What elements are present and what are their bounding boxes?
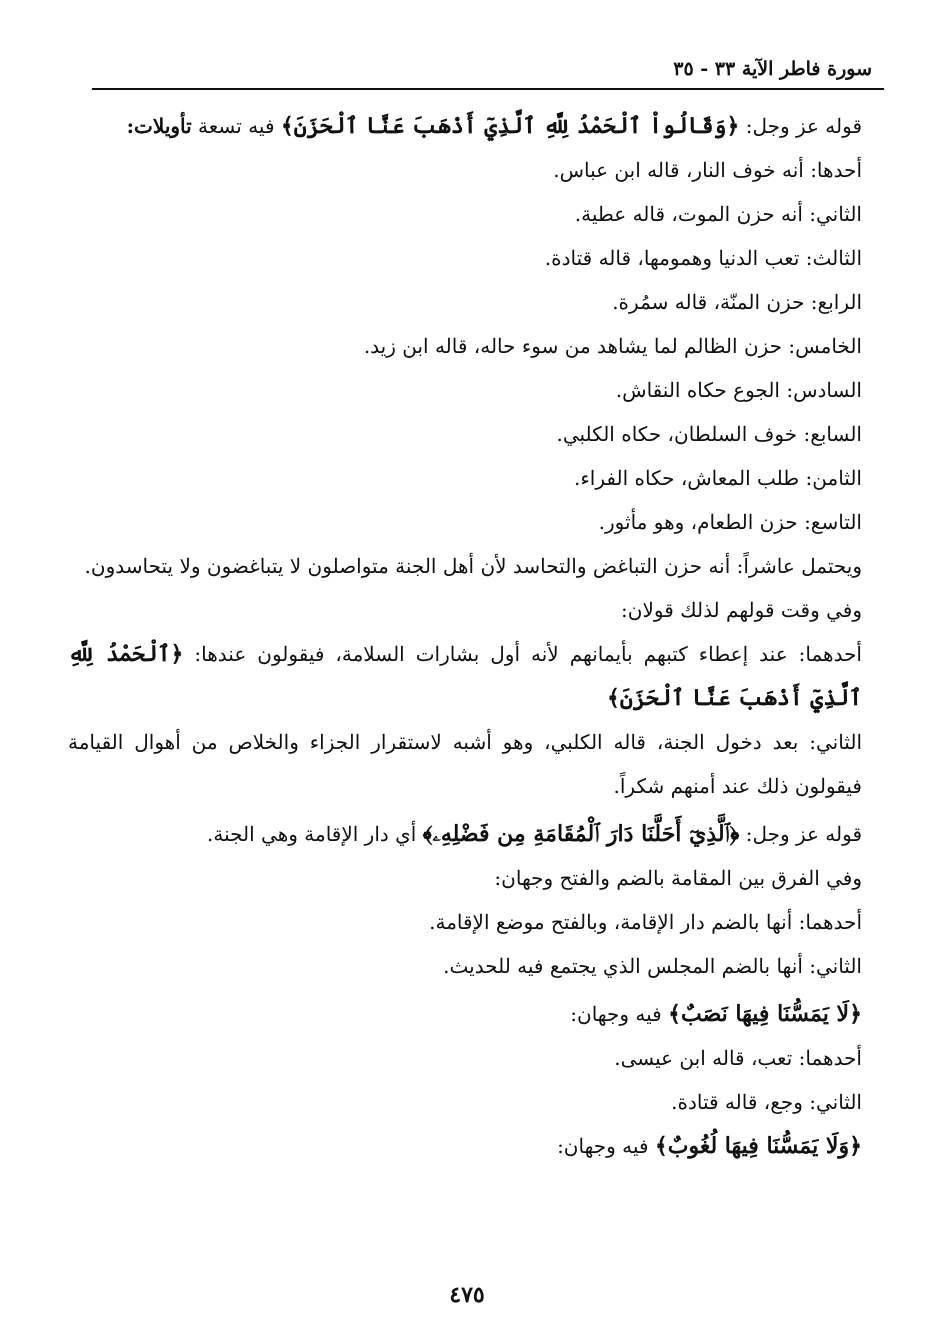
paragraph-verse-1: [68, 104, 862, 148]
verse-2-lead: قوله عز وجل:: [739, 822, 862, 846]
interpretation-item: الثالث: تعب الدنيا وهمومها، قاله قتادة.: [544, 246, 862, 270]
quran-verse-4: ﴿وَلَا يَمَسُّنَا فِيهَا لُغُوبٌ﴾: [654, 1133, 862, 1159]
interpretation-item: أحدها: أنه خوف النار، قاله ابن عباس.: [553, 158, 862, 182]
quran-verse-3: ﴿لَا يَمَسُّنَا فِيهَا نَصَبٌ﴾: [668, 1001, 862, 1027]
paragraph-nasab-second: الثاني: وجع، قاله قتادة.: [671, 1090, 862, 1114]
quran-verse-2: ﴿ٱلَّذِيٓ أَحَلَّنَا دَارَ ٱلْمُقَامَةِ مِن فَضْلِهِۦ﴾: [422, 821, 740, 847]
verse-1-tail-bold: تأويلات:: [126, 114, 192, 138]
verse-1-lead: قوله عز وجل:: [739, 114, 862, 138]
quran-verse-repeat: ﴿ٱلْحَمْدُ لِلَّهِ ٱلَّذِيٓ أَذْهَبَ عَنَّا ٱلْحَزَنَ﴾: [68, 641, 862, 711]
interpretation-item: الثامن: طلب المعاش، حكاه الفراء.: [574, 466, 862, 490]
paragraph-verse-2: [68, 812, 862, 856]
interpretation-item: الثاني: أنه حزن الموت، قاله عطية.: [574, 202, 862, 226]
interpretation-item: السابع: خوف السلطان، حكاه الكلبي.: [556, 422, 862, 446]
paragraph-diff-second: الثاني: أنها بالضم المجلس الذي يجتمع فيه للحديث.: [443, 954, 862, 978]
paragraph-diff-first: أحدهما: أنها بالضم دار الإقامة، وبالفتح موضع الإقامة.: [429, 910, 862, 934]
paragraph-time-first: [68, 632, 862, 720]
paragraph-verse-4: [68, 1124, 862, 1168]
paragraph-tenth: ويحتمل عاشراً: أنه حزن التباغض والتحاسد لأن أهل الجنة متواصلون لا يتباغضون ولا يتحاسدون.: [84, 554, 862, 578]
time-first-lead: أحدهما: عند إعطاء كتبهم بأيمانهم لأنه أول بشارات السلامة، فيقولون عندها:: [183, 642, 862, 666]
paragraph-verse-3: [68, 992, 862, 1036]
body-text: [68, 104, 862, 1168]
quran-verse-1: ﴿وَقَالُواْ ٱلْحَمْدُ لِلَّهِ ٱلَّذِيٓ أَذْهَبَ عَنَّا ٱلْحَزَنَ﴾: [280, 113, 740, 139]
interpretation-item: الخامس: حزن الظالم لما يشاهد من سوء حاله، قاله ابن زيد.: [363, 334, 862, 358]
paragraph-time-intro: وفي وقت قولهم لذلك قولان:: [621, 598, 862, 622]
paragraph-diff-intro: وفي الفرق بين المقامة بالضم والفتح وجهان:: [494, 866, 862, 890]
verse-4-tail: فيه وجهان:: [557, 1134, 655, 1158]
running-head: سورة فاطر الآية ٣٣ - ٣٥: [673, 58, 872, 80]
paragraph-time-second: الثاني: بعد دخول الجنة، قاله الكلبي، وهو أشبه لاستقرار الجزاء والخلاص من أهوال القيامة فيقولون ذلك عند أمنهم شكراً.: [68, 730, 862, 798]
verse-1-tail: فيه تسعة: [191, 114, 281, 138]
interpretation-item: التاسع: حزن الطعام، وهو مأثور.: [598, 510, 862, 534]
verse-3-tail: فيه وجهان:: [570, 1002, 669, 1026]
verse-2-tail: أي دار الإقامة وهي الجنة.: [207, 822, 423, 846]
interpretation-item: الرابع: حزن المنّة، قاله سمُرة.: [612, 290, 862, 314]
interpretation-item: السادس: الجوع حكاه النقاش.: [615, 378, 862, 402]
page-number: ٤٧٥: [449, 1282, 485, 1308]
paragraph-nasab-first: أحدهما: تعب، قاله ابن عيسى.: [614, 1046, 862, 1070]
header-rule: [92, 88, 884, 90]
